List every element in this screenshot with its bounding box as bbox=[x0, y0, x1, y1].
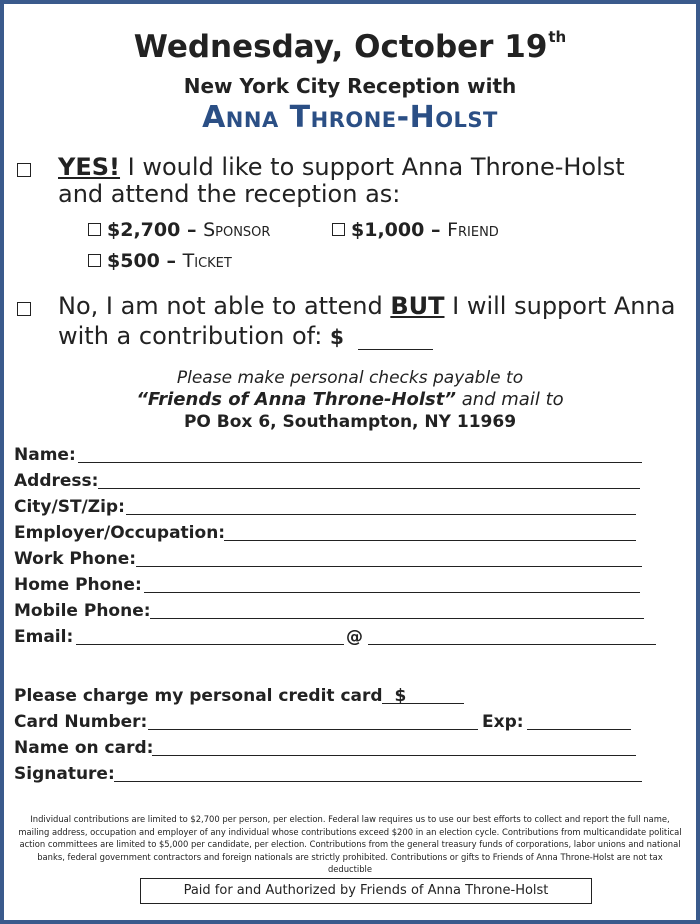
email-label: Email: bbox=[14, 627, 74, 647]
email-user-input-line[interactable] bbox=[76, 644, 344, 645]
mobile-phone-label: Mobile Phone: bbox=[14, 601, 151, 621]
no-line-2: with a contribution of: $ bbox=[58, 322, 344, 350]
email-domain-input-line[interactable] bbox=[368, 644, 656, 645]
sponsor-checkbox[interactable] bbox=[88, 223, 101, 236]
yes-line-2: and attend the reception as: bbox=[58, 180, 401, 208]
charge-label: Please charge my personal credit card $ bbox=[14, 686, 407, 706]
city-input-line[interactable] bbox=[126, 514, 636, 515]
friend-checkbox[interactable] bbox=[332, 223, 345, 236]
yes-line-1: YES! I would like to support Anna Throne-Holst bbox=[58, 153, 625, 181]
signature-input-line[interactable] bbox=[114, 781, 642, 782]
work-phone-label: Work Phone: bbox=[14, 549, 137, 569]
name-on-card-label: Name on card: bbox=[14, 738, 154, 758]
signature-label: Signature: bbox=[14, 764, 115, 784]
name-input-line[interactable] bbox=[78, 462, 642, 463]
home-phone-input-line[interactable] bbox=[144, 592, 640, 593]
name-on-card-input-line[interactable] bbox=[152, 755, 636, 756]
address-input-line[interactable] bbox=[98, 488, 640, 489]
contribution-amount-line[interactable] bbox=[358, 349, 433, 350]
no-line-1: No, I am not able to attend BUT I will support Anna bbox=[58, 292, 676, 320]
checks-payable-note: Please make personal checks payable to bbox=[176, 368, 524, 388]
level-ticket: $500 – Ticket bbox=[107, 250, 232, 272]
event-subtitle: New York City Reception with bbox=[183, 74, 517, 98]
yes-checkbox[interactable] bbox=[17, 163, 31, 177]
exp-input-line[interactable] bbox=[527, 729, 631, 730]
employer-label: Employer/Occupation: bbox=[14, 523, 226, 543]
name-label: Name: bbox=[14, 445, 76, 465]
home-phone-label: Home Phone: bbox=[14, 575, 142, 595]
mailing-address: PO Box 6, Southampton, NY 11969 bbox=[183, 412, 517, 432]
work-phone-input-line[interactable] bbox=[136, 566, 642, 567]
candidate-name: Anna Throne-Holst bbox=[202, 100, 498, 135]
mobile-phone-input-line[interactable] bbox=[150, 618, 644, 619]
ticket-checkbox[interactable] bbox=[88, 254, 101, 267]
yes-label: YES! bbox=[58, 153, 121, 181]
paid-for-box: Paid for and Authorized by Friends of Anna Throne-Holst bbox=[140, 878, 592, 904]
city-label: City/ST/Zip: bbox=[14, 497, 125, 517]
card-number-label: Card Number: bbox=[14, 712, 148, 732]
at-symbol: @ bbox=[346, 627, 363, 647]
charge-amount-line[interactable] bbox=[382, 703, 464, 704]
exp-label: Exp: bbox=[482, 712, 524, 732]
address-label: Address: bbox=[14, 471, 99, 491]
level-friend: $1,000 – Friend bbox=[351, 219, 499, 241]
event-title: Wednesday, October 19th bbox=[133, 28, 567, 65]
legal-disclaimer: Individual contributions are limited to $2,700 per person, per election. Federal law requires us to use our best efforts to collect and report the full name, mailing address, occupation and employer of any individual whose contributions exceed $200 in an election cycle. Contributions from multicandidate political action committees are limited to $5,000 per candidate, per election. Contributions from the general treasury funds of corporations, labor unions and national banks, federal government contractors and foreign nationals are strictly prohibited. Contributions or gifts to Friends of Anna Throne-Holst are not tax deductible bbox=[18, 814, 682, 874]
but-label: BUT bbox=[390, 292, 445, 320]
employer-input-line[interactable] bbox=[224, 540, 636, 541]
no-checkbox[interactable] bbox=[17, 302, 31, 316]
level-sponsor: $2,700 – Sponsor bbox=[107, 219, 271, 241]
payee-line: “Friends of Anna Throne-Holst” and mail to bbox=[136, 389, 564, 410]
card-number-input-line[interactable] bbox=[148, 729, 478, 730]
